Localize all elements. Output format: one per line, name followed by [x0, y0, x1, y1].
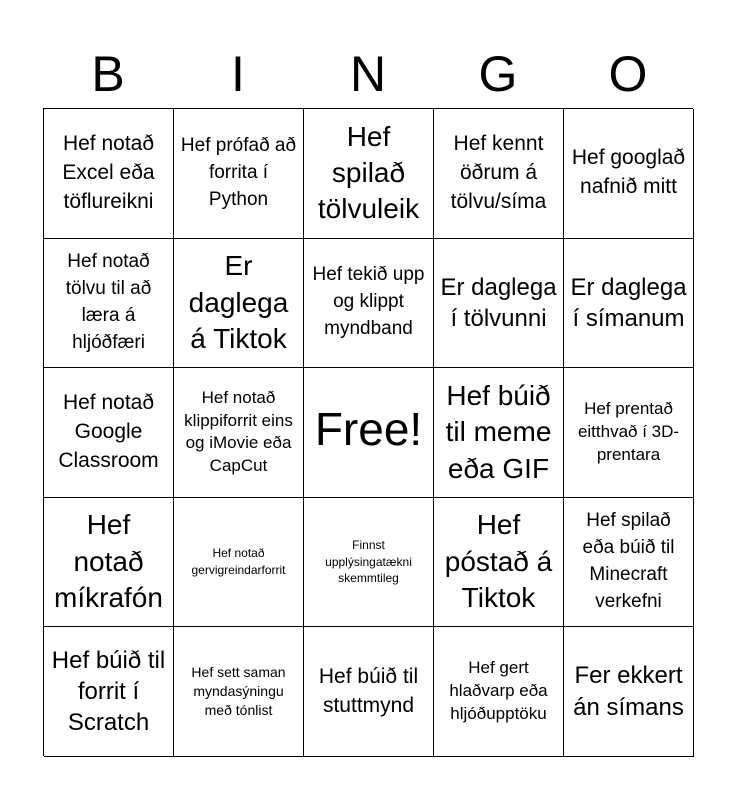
bingo-cell[interactable]: [564, 239, 694, 369]
bingo-cell[interactable]: [564, 368, 694, 498]
bingo-cell[interactable]: [174, 368, 304, 498]
bingo-cell[interactable]: [44, 109, 174, 239]
cell-text: Hef notað tölvu til að læra á hljóðfæri: [65, 250, 152, 353]
cell-text: Hef prófað að forrita í Python: [180, 134, 297, 210]
cell-text: Fer ekkert án símans: [573, 662, 684, 721]
bingo-cell[interactable]: [564, 498, 694, 628]
bingo-cell[interactable]: [44, 627, 174, 757]
bingo-cell[interactable]: [434, 498, 564, 628]
bingo-cell[interactable]: [44, 368, 174, 498]
bingo-grid: [43, 108, 693, 756]
bingo-cell[interactable]: [174, 498, 304, 628]
cell-text: Hef notað Google Classroom: [58, 391, 159, 472]
bingo-header: [43, 40, 693, 108]
cell-text: Er daglega á Tiktok: [188, 250, 289, 355]
header-letter-g: G: [478, 46, 518, 102]
bingo-cell[interactable]: [434, 239, 564, 369]
free-cell[interactable]: [304, 368, 434, 498]
cell-text: Hef googlað nafnið mitt: [571, 146, 686, 199]
cell-text: Hef tekið upp og klippt myndband: [312, 264, 425, 340]
cell-text: Hef notað klippiforrit eins og iMovie eða CapCut: [184, 387, 293, 476]
bingo-cell[interactable]: [434, 109, 564, 239]
cell-text: Hef gert hlaðvarp eða hljóðupptöku: [449, 658, 548, 724]
cell-text: Finnst upplýsingatækni skemmtileg: [325, 537, 412, 586]
cell-text: Hef spilað eða búið til Minecraft verkefni: [582, 510, 675, 613]
bingo-cell[interactable]: [434, 368, 564, 498]
cell-text: Er daglega í símanum: [570, 273, 687, 332]
bingo-cell[interactable]: [44, 239, 174, 369]
bingo-cell[interactable]: [434, 627, 564, 757]
cell-text: Hef búið til stuttmynd: [318, 664, 419, 717]
bingo-cell[interactable]: [304, 109, 434, 239]
cell-text: Hef spilað tölvuleik: [317, 120, 420, 225]
cell-text: Hef notað míkrafón: [54, 509, 163, 614]
cell-text: Hef notað gervigreindarforrit: [191, 546, 286, 578]
header-letter-i: I: [231, 46, 245, 102]
bingo-cell[interactable]: [174, 109, 304, 239]
cell-text: Hef póstað á Tiktok: [444, 509, 553, 614]
header-letter-o: O: [608, 46, 648, 102]
cell-text: Hef notað Excel eða töflureikni: [62, 131, 155, 213]
cell-text: Hef búið til meme eða GIF: [445, 379, 552, 484]
bingo-cell[interactable]: [304, 239, 434, 369]
cell-text: Hef sett saman myndasýningu með tónlist: [191, 664, 286, 719]
bingo-cell[interactable]: [564, 109, 694, 239]
header-letter-b: B: [91, 46, 125, 102]
bingo-cell[interactable]: [564, 627, 694, 757]
bingo-cell[interactable]: [304, 498, 434, 628]
cell-text: Hef búið til forrit í Scratch: [51, 646, 166, 737]
bingo-cell[interactable]: [174, 627, 304, 757]
bingo-cell[interactable]: [44, 498, 174, 628]
cell-text: Hef kennt öðrum á tölvu/síma: [450, 131, 547, 213]
bingo-cell[interactable]: [304, 627, 434, 757]
free-text: Free!: [314, 403, 423, 456]
cell-text: Er daglega í tölvunni: [440, 273, 557, 332]
cell-text: Hef prentað eitthvað í 3D-prentara: [577, 399, 680, 464]
bingo-cell[interactable]: [174, 239, 304, 369]
header-letter-n: N: [349, 46, 387, 102]
